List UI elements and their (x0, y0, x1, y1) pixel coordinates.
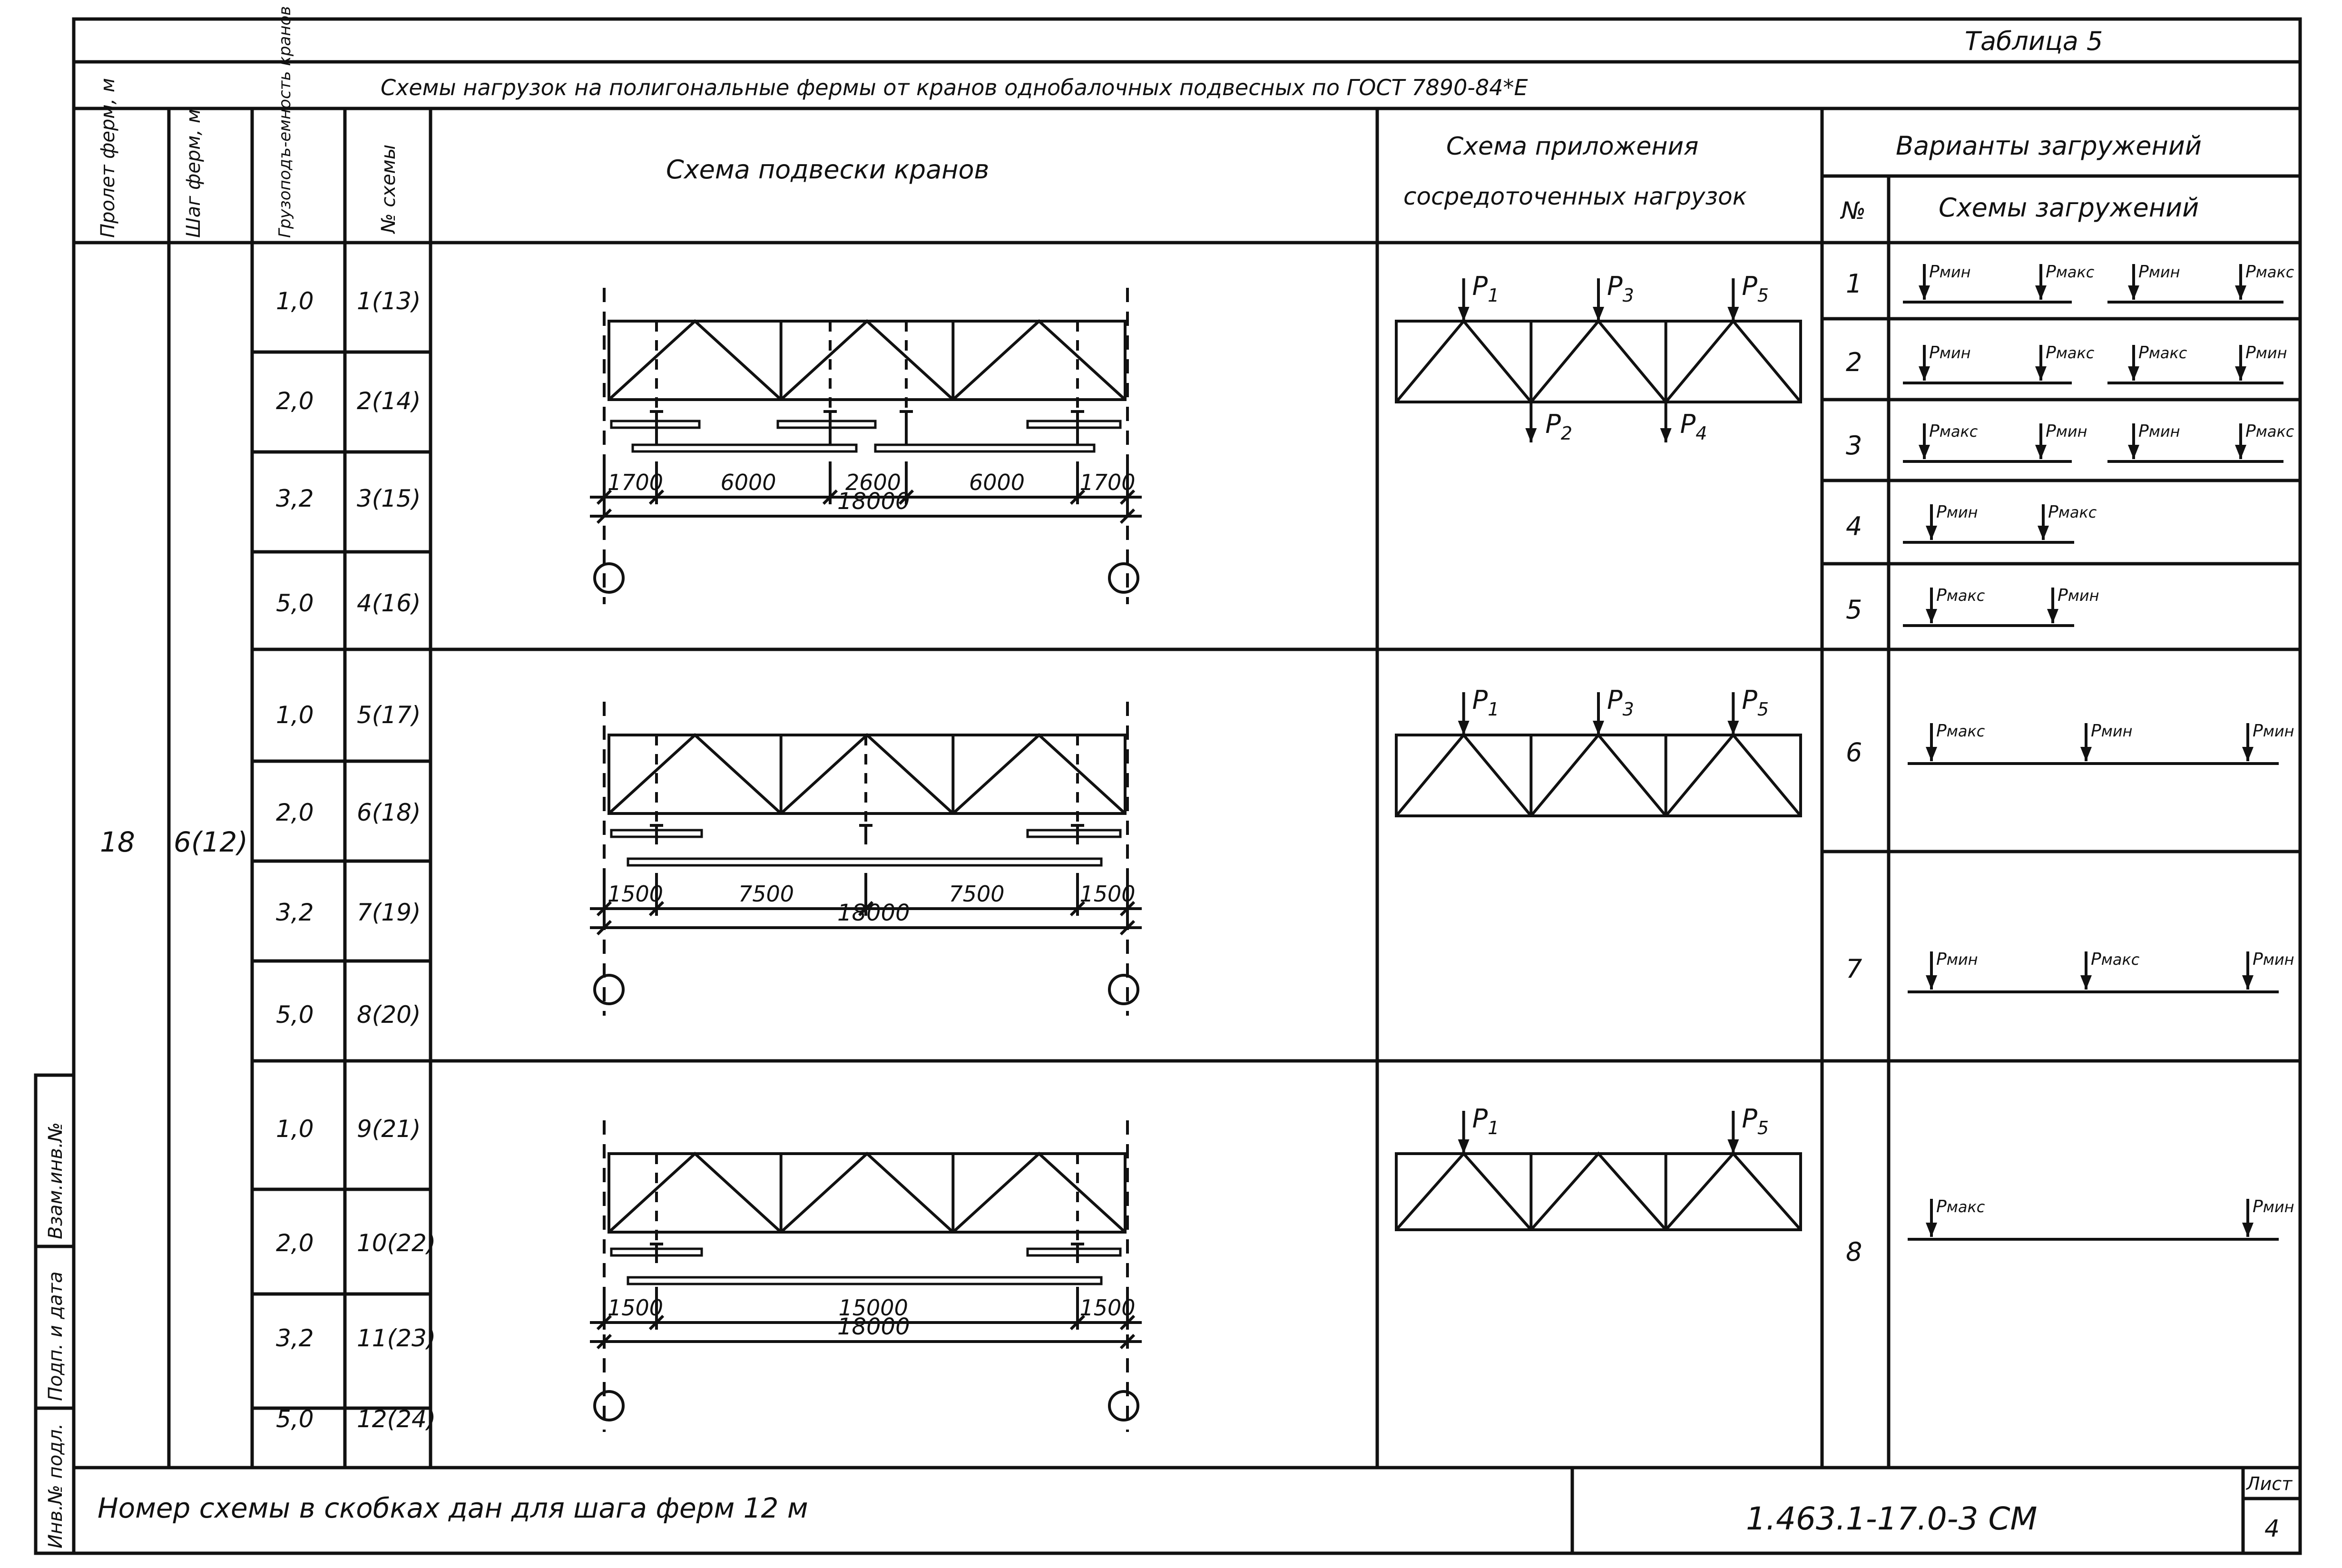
load-truss-diagonal (1531, 321, 1666, 402)
load-arrow-head (1919, 366, 1930, 381)
variant-load-label: Pмин (2138, 262, 2180, 282)
header-scheme-no: № схемы (378, 144, 400, 233)
table-title: Схемы нагрузок на полигональные фермы от кранов однобалочных подвесных по ГОСТ 7890-84*Е (381, 75, 1528, 100)
truss-diagonal (781, 1154, 953, 1232)
dimension-value: 6000 (969, 470, 1025, 495)
capacity-cell: 2,0 (276, 1229, 314, 1257)
scheme-no-cell: 1(13) (357, 287, 421, 315)
load-scheme-group (1396, 271, 1801, 444)
point-label: $P_3$ (1607, 685, 1634, 720)
capacity-cell: 3,2 (276, 1324, 314, 1352)
scheme-no-cell: 7(19) (357, 899, 421, 926)
variant-load-label: Pмакс (2046, 343, 2095, 363)
variant-number: 6 (1846, 737, 1862, 767)
dimension-value: 1500 (1079, 1295, 1136, 1321)
dimension-value: 2600 (845, 470, 902, 495)
variant-load-label: Pмакс (2245, 262, 2294, 282)
total-dimension-value: 18000 (837, 488, 910, 515)
scheme-no-cell: 8(20) (357, 1001, 421, 1029)
load-arrow-head (1660, 428, 1672, 442)
span-value: 18 (100, 826, 135, 858)
truss-diagonal (953, 1154, 1125, 1232)
dimension-value: 6000 (720, 470, 776, 495)
truss-chord (609, 321, 1125, 400)
variant-load-label: Pмин (1936, 950, 1978, 969)
crane-beam (1028, 1249, 1120, 1255)
truss-chord (609, 1154, 1125, 1232)
capacity-cell: 5,0 (276, 1001, 314, 1029)
crane-beam (1028, 830, 1120, 837)
point-label: $P_5$ (1742, 271, 1769, 306)
load-truss-diagonal (1396, 735, 1531, 816)
load-arrow-head (1458, 307, 1470, 321)
truss-diagonal (953, 321, 1125, 400)
load-scheme-group (1396, 1104, 1801, 1230)
capacity-cell: 2,0 (276, 387, 314, 415)
point-label: $P_1$ (1472, 271, 1499, 306)
crane-beam (778, 421, 875, 428)
truss-diagonal (609, 1154, 781, 1232)
load-scheme-group (1396, 685, 1801, 816)
variant-load-label: Pмин (2253, 1197, 2294, 1216)
variant-load-label: Pмакс (2138, 343, 2187, 363)
capacity-cell: 2,0 (276, 799, 314, 826)
loading-variant (1846, 421, 2294, 461)
capacity-cell: 1,0 (276, 1115, 314, 1143)
capacity-cell: 1,0 (276, 701, 314, 729)
variant-load-label: Pмакс (2046, 262, 2095, 282)
variant-load-label: Pмакс (1936, 586, 1985, 605)
load-arrow-head (1525, 428, 1537, 442)
variant-number: 4 (1846, 511, 1862, 541)
crane-beam (1028, 421, 1120, 428)
point-label: $P_5$ (1742, 685, 1769, 720)
header-capacity: Грузоподъ-емность кранов (275, 6, 294, 238)
sheet-label: Лист (2246, 1473, 2293, 1494)
load-arrow-head (2080, 747, 2092, 761)
header-load-scheme-2: сосредоточенных нагрузок (1403, 183, 1747, 210)
load-arrow-head (1727, 1139, 1739, 1154)
variant-load-label: Pмакс (1936, 721, 1985, 741)
total-dimension-value: 18000 (837, 900, 910, 926)
truss-diagonal (953, 735, 1125, 813)
truss-diagonal (609, 321, 781, 400)
dimension-value: 7500 (949, 881, 1005, 907)
dimension-value: 1700 (1079, 470, 1136, 495)
variant-number: 8 (1846, 1237, 1862, 1267)
capacity-cell: 3,2 (276, 485, 314, 512)
variant-load-label: Pмин (2245, 343, 2287, 363)
variant-number: 5 (1846, 595, 1862, 625)
variant-load-label: Pмакс (2091, 950, 2140, 969)
support-circle (595, 564, 623, 592)
support-circle (1109, 564, 1138, 592)
variant-number: 1 (1846, 269, 1862, 299)
header-span: Пролет ферм, м (97, 78, 119, 238)
load-arrow-head (2128, 445, 2139, 459)
load-arrow-head (2080, 975, 2092, 990)
capacity-cell: 5,0 (276, 1405, 314, 1433)
load-arrow-head (1926, 975, 1937, 990)
crane-scheme-group (590, 702, 1142, 1016)
doc-code: 1.463.1-17.0-3 СМ (1746, 1500, 2038, 1537)
truss-diagonal (781, 321, 953, 400)
variant-number: 2 (1846, 347, 1862, 377)
dimension-value: 7500 (738, 881, 794, 907)
dimension-value: 1500 (608, 1295, 664, 1321)
side-label-sign-date: Подп. и дата (45, 1271, 67, 1401)
load-arrow-head (2038, 526, 2049, 540)
crane-beam (875, 445, 1094, 451)
support-circle (1109, 1392, 1138, 1420)
header-crane-scheme: Схема подвески кранов (666, 155, 990, 185)
scheme-no-cell: 12(24) (357, 1405, 436, 1433)
load-arrow-head (1458, 1139, 1470, 1154)
variant-load-label: Pмакс (1936, 1197, 1985, 1216)
load-truss-diagonal (1531, 1154, 1666, 1230)
load-truss-chord (1396, 1154, 1801, 1230)
load-layer (1396, 271, 1801, 1230)
variant-load-label: Pмин (2091, 721, 2133, 741)
support-circle (595, 975, 623, 1004)
header-variant-no: № (1841, 197, 1866, 225)
point-label: $P_5$ (1742, 1104, 1769, 1138)
crane-beam (628, 1277, 1101, 1284)
table-label: Таблица 5 (1965, 26, 2103, 56)
load-truss-diagonal (1396, 321, 1531, 402)
load-arrow-head (2128, 285, 2139, 300)
variant-layer (1846, 262, 2294, 1267)
variant-load-label: Pмин (2046, 421, 2087, 441)
scheme-no-cell: 10(22) (357, 1229, 436, 1257)
variant-load-label: Pмакс (2245, 421, 2294, 441)
loading-variant (1846, 262, 2294, 302)
scheme-no-cell: 3(15) (357, 485, 421, 512)
header-variant-schemes: Схемы загружений (1939, 193, 2199, 223)
scheme-no-cell: 9(21) (357, 1115, 421, 1143)
point-label: $P_2$ (1545, 409, 1573, 444)
variant-load-label: Pмин (2058, 586, 2099, 605)
table-grid (36, 19, 2300, 1553)
variant-load-label: Pмакс (1929, 421, 1978, 441)
loading-variant (1846, 721, 2294, 767)
variant-load-label: Pмин (2253, 950, 2294, 969)
load-arrow-head (2035, 285, 2047, 300)
load-truss-diagonal (1666, 1154, 1801, 1230)
crane-scheme-group (590, 288, 1142, 604)
point-label: $P_1$ (1472, 685, 1499, 720)
scheme-no-cell: 6(18) (357, 799, 421, 826)
load-arrow-head (1926, 609, 1937, 623)
load-truss-chord (1396, 735, 1801, 816)
load-arrow-head (1919, 445, 1930, 459)
load-arrow-head (1593, 307, 1604, 321)
load-arrow-head (1926, 1223, 1937, 1237)
header-variants: Варианты загружений (1896, 131, 2202, 161)
load-arrow-head (2035, 445, 2047, 459)
scheme-no-cell: 4(16) (357, 589, 421, 617)
variant-load-label: Pмин (2138, 421, 2180, 441)
crane-scheme-group (590, 1120, 1142, 1432)
step-value: 6(12) (174, 826, 248, 858)
variant-load-label: Pмакс (2048, 502, 2097, 522)
point-label: $P_1$ (1472, 1104, 1499, 1138)
header-step: Шаг ферм, м (183, 109, 205, 238)
total-dimension-value: 18000 (837, 1313, 910, 1340)
point-label: $P_4$ (1680, 409, 1707, 444)
loading-variant (1846, 502, 2097, 542)
side-label-inv-no: Инв.№ подл. (45, 1423, 67, 1548)
variant-load-label: Pмин (2253, 721, 2294, 741)
scheme-no-cell: 5(17) (357, 701, 421, 729)
load-arrow-head (1727, 307, 1739, 321)
variant-load-label: Pмин (1929, 262, 1971, 282)
load-arrow-head (1458, 721, 1470, 735)
load-arrow-head (1593, 721, 1604, 735)
load-arrow-head (1727, 721, 1739, 735)
loading-variant (1846, 1197, 2294, 1267)
dimension-value: 15000 (838, 1295, 908, 1321)
capacity-cell: 3,2 (276, 899, 314, 926)
load-arrow-head (1926, 526, 1937, 540)
load-truss-diagonal (1531, 735, 1666, 816)
variant-load-label: Pмин (1929, 343, 1971, 363)
load-arrow-head (2035, 366, 2047, 381)
load-arrow-head (1919, 285, 1930, 300)
capacity-cell: 5,0 (276, 589, 314, 617)
load-truss-chord (1396, 321, 1801, 402)
load-arrow-head (2235, 445, 2246, 459)
variant-number: 3 (1846, 431, 1862, 461)
load-truss-diagonal (1396, 1154, 1531, 1230)
footnote: Номер схемы в скобках дан для шага ферм 12 м (98, 1492, 808, 1524)
scheme-no-cell: 2(14) (357, 387, 421, 415)
side-label-replace-inv: Взам.инв.№ (45, 1122, 67, 1239)
load-truss-diagonal (1666, 321, 1801, 402)
crane-beam (633, 445, 856, 451)
load-arrow-head (2242, 747, 2254, 761)
load-arrow-head (1926, 747, 1937, 761)
load-arrow-head (2128, 366, 2139, 381)
capacity-cell: 1,0 (276, 287, 314, 315)
header-load-scheme-1: Схема приложения (1446, 132, 1699, 161)
loading-variant (1846, 343, 2287, 383)
load-truss-diagonal (1666, 735, 1801, 816)
load-arrow-head (2242, 1223, 2254, 1237)
crane-beam (628, 859, 1101, 865)
load-arrow-head (2235, 285, 2246, 300)
loading-variant (1846, 586, 2099, 626)
variant-load-label: Pмин (1936, 502, 1978, 522)
load-arrow-head (2047, 609, 2058, 623)
variant-number: 7 (1846, 954, 1862, 984)
load-arrow-head (2235, 366, 2246, 381)
dimension-value: 1700 (608, 470, 664, 495)
point-label: $P_3$ (1607, 271, 1634, 306)
dimension-value: 1500 (608, 881, 664, 907)
dimension-value: 1500 (1079, 881, 1136, 907)
support-circle (1109, 975, 1138, 1004)
scheme-no-cell: 11(23) (357, 1324, 436, 1352)
load-arrow-head (2242, 975, 2254, 990)
truss-diagonal (609, 735, 781, 813)
support-circle (595, 1392, 623, 1420)
loading-variant (1846, 950, 2294, 992)
sheet-number: 4 (2264, 1515, 2280, 1542)
crane-layer (590, 288, 1142, 1432)
